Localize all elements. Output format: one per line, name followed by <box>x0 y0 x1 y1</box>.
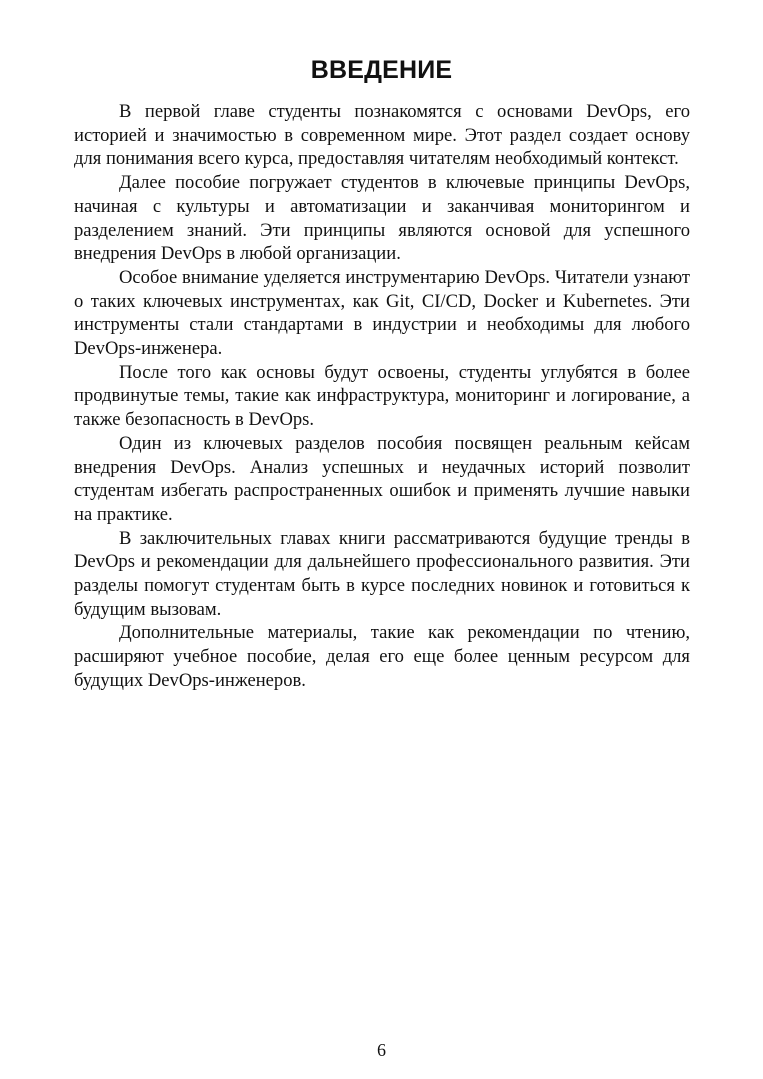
body-text <box>74 100 690 693</box>
paragraph-case-studies: Один из ключевых разделов пособия посвящен реальным кейсам внедрения DevOps. Анализ успешных и неудачных историй позволит студентам избегать распространенных ошибок и применять лучшие навыки на практике. <box>74 432 690 525</box>
paragraph-advanced-topics: После того как основы будут освоены, студенты углубятся в более продвинутые темы, такие как инфраструктура, мониторинг и логирование, а также безопасность в DevOps. <box>74 361 690 431</box>
page-number: 6 <box>377 1040 386 1060</box>
paragraph-additional-materials: Дополнительные материалы, такие как рекомендации по чтению, расширяют учебное пособие, делая его еще более ценным ресурсом для будущих DevOps-инженеров. <box>74 622 690 691</box>
paragraph-tooling: Особое внимание уделяется инструментарию DevOps. Читатели узнают о таких ключевых инструментах, как Git, CI/CD, Docker и Kubernetes. Эти инструменты стали стандартами в индустрии и необходимы для любого DevOps-инженера. <box>74 266 690 360</box>
paragraph-intro-devops-basics: В первой главе студенты познакомятся с основами DevOps, его историей и значимостью в современном мире. Этот раздел создает основу для понимания всего курса, предоставляя читателям необходимый контекст. <box>74 101 690 170</box>
paragraph-key-principles: Далее пособие погружает студентов в ключевые принципы DevOps, начиная с культуры и автоматизации и заканчивая мониторингом и разделением знаний. Эти принципы являются основой для успешного внедрения DevOps в любой организации. <box>74 172 690 265</box>
paragraph-future-trends: В заключительных главах книги рассматриваются будущие тренды в DevOps и рекомендации для дальнейшего профессионального развития. Эти разделы помогут студентам быть в курсе последних новинок и готовиться к будущим вызовам. <box>74 527 690 620</box>
page-title: ВВЕДЕНИЕ <box>310 56 453 84</box>
